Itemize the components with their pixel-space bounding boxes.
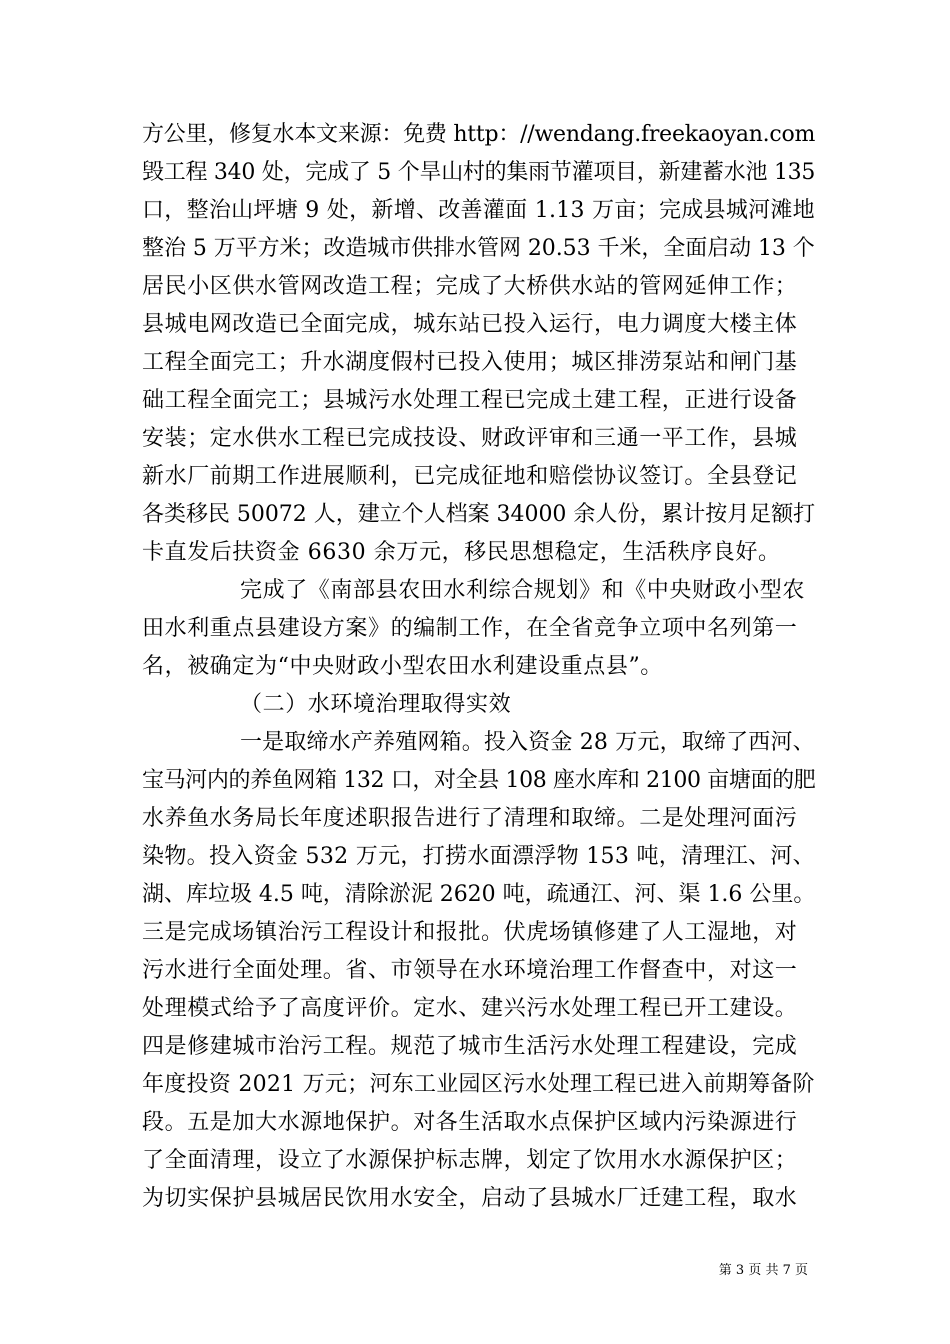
text-line: 县城电网改造已全面完成，城东站已投入运行，电力调度大楼主体 — [142, 312, 798, 337]
text-line: 年度投资 2021 万元；河东工业园区污水处理工程已进入前期筹备阶 — [142, 1072, 815, 1097]
text-line: 方公里，修复水本文来源：免费 http：//wendang.freekaoyan.com — [142, 122, 816, 147]
text-line: 污水进行全面处理。省、市领导在水环境治理工作督查中，对这一 — [142, 958, 798, 983]
text-line: 湖、库垃圾 4.5 吨，清除淤泥 2620 吨，疏通江、河、渠 1.6 公里。 — [142, 882, 816, 907]
text-line: 础工程全面完工；县城污水处理工程已完成土建工程，正进行设备 — [142, 388, 798, 413]
text-line: 了全面清理，设立了水源保护标志牌，划定了饮用水水源保护区； — [142, 1148, 798, 1173]
text-line: 居民小区供水管网改造工程；完成了大桥供水站的管网延伸工作； — [142, 274, 798, 299]
text-line: 各类移民 50072 人，建立个人档案 34000 余人份，累计按月足额打 — [142, 502, 816, 527]
paragraph-start: 一是取缔水产养殖网箱。投入资金 28 万元，取缔了西河、 — [240, 730, 815, 755]
text-line: 染物。投入资金 532 万元，打捞水面漂浮物 153 吨，清理江、河、 — [142, 844, 815, 869]
section-heading: （二）水环境治理取得实效 — [240, 692, 512, 717]
text-line: 新水厂前期工作进展顺利，已完成征地和赔偿协议签订。全县登记 — [142, 464, 798, 489]
text-line: 口，整治山坪塘 9 处，新增、改善灌面 1.13 万亩；完成县城河滩地 — [142, 198, 815, 223]
text-line: 名，被确定为“中央财政小型农田水利建设重点县”。 — [142, 654, 663, 679]
text-line: 段。五是加大水源地保护。对各生活取水点保护区域内污染源进行 — [142, 1110, 798, 1135]
text-line: 处理模式给予了高度评价。定水、建兴污水处理工程已开工建设。 — [142, 996, 798, 1021]
text-line: 整治 5 万平方米；改造城市供排水管网 20.53 千米，全面启动 13 个 — [142, 236, 815, 261]
paragraph-start: 完成了《南部县农田水利综合规划》和《中央财政小型农 — [240, 578, 806, 603]
text-line: 安装；定水供水工程已完成技设、财政评审和三通一平工作，县城 — [142, 426, 798, 451]
text-line: 四是修建城市治污工程。规范了城市生活污水处理工程建设，完成 — [142, 1034, 798, 1059]
page-number-footer: 第 3 页 共 7 页 — [718, 1263, 808, 1278]
text-line: 为切实保护县城居民饮用水安全，启动了县城水厂迁建工程，取水 — [142, 1186, 798, 1211]
text-line: 工程全面完工；升水湖度假村已投入使用；城区排涝泵站和闸门基 — [142, 350, 798, 375]
text-line: 毁工程 340 处，完成了 5 个旱山村的集雨节灌项目，新建蓄水池 135 — [142, 160, 816, 185]
text-line: 田水利重点县建设方案》的编制工作，在全省竞争立项中名列第一 — [142, 616, 798, 641]
text-line: 宝马河内的养鱼网箱 132 口，对全县 108 座水库和 2100 亩塘面的肥 — [142, 768, 816, 793]
text-line: 水养鱼水务局长年度述职报告进行了清理和取缔。二是处理河面污 — [142, 806, 798, 831]
text-line: 卡直发后扶资金 6630 余万元，移民思想稳定，生活秩序良好。 — [142, 540, 781, 565]
text-line: 三是完成场镇治污工程设计和报批。伏虎场镇修建了人工湿地，对 — [142, 920, 798, 945]
